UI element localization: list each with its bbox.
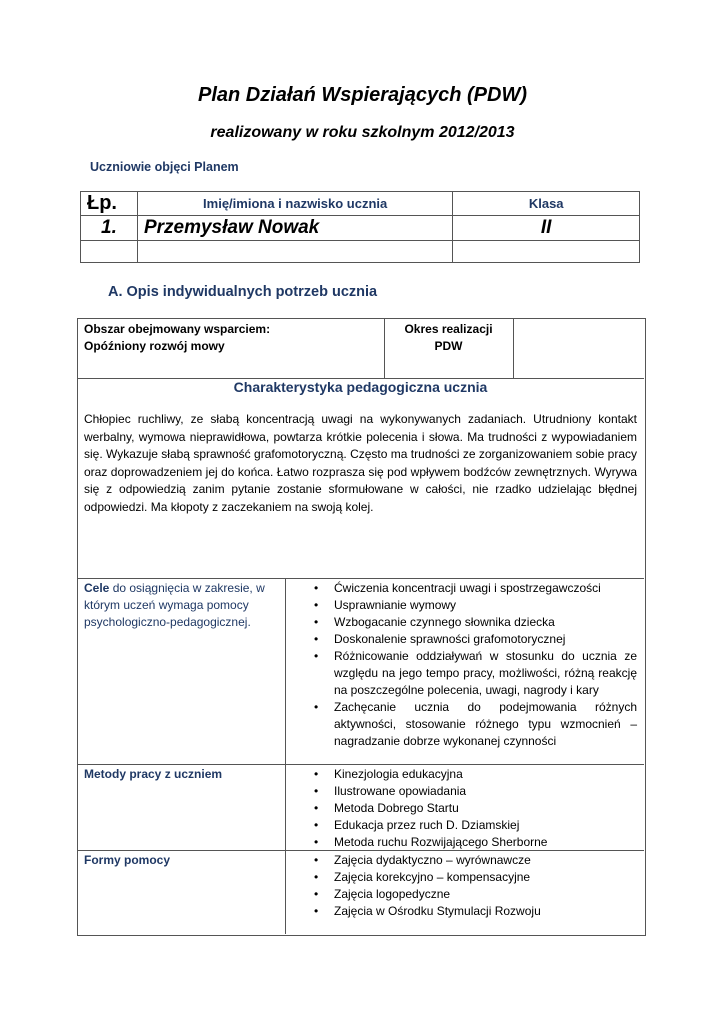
period-label-1: Okres realizacji [404, 322, 493, 336]
methods-list [311, 766, 637, 851]
header-name: Imię/imiona i nazwisko ucznia [137, 192, 452, 216]
cell-lp: 1. [81, 216, 138, 241]
row-divider-methods [77, 764, 644, 765]
students-heading: Uczniowie objęci Planem [90, 160, 239, 174]
list-item: • Zajęcia korekcyjno – kompensacyjne [311, 869, 637, 886]
list-item: • Wzbogacanie czynnego słownika dziecka [311, 614, 637, 631]
list-item: • Zajęcia logopedyczne [311, 886, 637, 903]
table-row [81, 216, 640, 241]
goals-label-rest: do osiągnięcia w zakresie, w którym uczeń wymaga pomocy psychologiczno-pedagogicznej. [84, 581, 265, 629]
cell-class: II [453, 216, 640, 241]
forms-label: Formy pomocy [84, 853, 171, 867]
list-item: • Usprawnianie wymowy [311, 597, 637, 614]
list-item: • Metoda Dobrego Startu [311, 800, 637, 817]
list-item: • Edukacja przez ruch D. Dziamskiej [311, 817, 637, 834]
section-a-heading: A. Opis indywidualnych potrzeb ucznia [108, 284, 378, 300]
list-item: • Zajęcia w Ośrodku Stymulacji Rozwoju [311, 903, 637, 920]
goals-list [311, 580, 637, 750]
students-table [80, 191, 640, 263]
period-value-cell [513, 318, 644, 379]
list-item: • Doskonalenie sprawności grafomotorycznej [311, 631, 637, 648]
goals-label [84, 580, 280, 631]
page-title: Plan Działań Wspierających (PDW) [198, 84, 527, 106]
forms-list [311, 852, 637, 920]
table-row-empty [81, 241, 640, 263]
list-item: • Kinezjologia edukacyjna [311, 766, 637, 783]
list-item: • Różnicowanie oddziaływań w stosunku do ucznia ze względu na jego tempo pracy, możliwości, różną reakcję na poszczególne polecenia, uwagi, nagrody i kary [311, 648, 637, 699]
methods-label: Metody pracy z uczniem [84, 767, 223, 781]
list-item: • Ilustrowane opowiadania [311, 783, 637, 800]
area-value: Opóźniony rozwój mowy [84, 339, 225, 353]
characteristics-text: Chłopiec ruchliwy, ze słabą koncentracją uwagi na wykonywanych zadaniach. Utrudniony kontakt werbalny, wymowa nieprawidłowa, powtarza krótkie polecenia i słowa. Ma trudności z wypowiadaniem się. Wykazuje słabą sprawność grafomotoryczną. Często ma trudności ze zorganizowaniem sobie pracy oraz doprowadzeniem jej do końca. Łatwo rozprasza się pod wpływem bodźców zewnętrznych. Wyrywa się z odpowiedzią zanim pytanie zostanie sformułowane w całości, nie rzadko udzielając błędnej odpowiedzi. Ma kłopoty z zaczekaniem na swoją kolej. [84, 412, 637, 514]
list-item: • Zajęcia dydaktyczno – wyrównawcze [311, 852, 637, 869]
header-class: Klasa [453, 192, 640, 216]
goals-label-bold: Cele [84, 581, 110, 595]
header-lp: Łp. [81, 192, 138, 216]
list-item: • Zachęcanie ucznia do podejmowania różnych aktywności, stosowanie różnego typu wzmocnień – nagradzanie dobrze wykonanej czynności [311, 699, 637, 750]
students-table-header [81, 192, 640, 216]
list-item: • Metoda ruchu Rozwijającego Sherborne [311, 834, 637, 851]
list-item: • Ćwiczenia koncentracji uwagi i spostrzegawczości [311, 580, 637, 597]
column-divider [285, 578, 286, 934]
page-subtitle: realizowany w roku szkolnym 2012/2013 [210, 124, 515, 141]
cell-name: Przemysław Nowak [137, 216, 452, 241]
characteristics-heading: Charakterystyka pedagogiczna ucznia [233, 379, 488, 395]
area-label: Obszar obejmowany wsparciem: [84, 322, 271, 336]
period-label-2: PDW [434, 339, 463, 353]
